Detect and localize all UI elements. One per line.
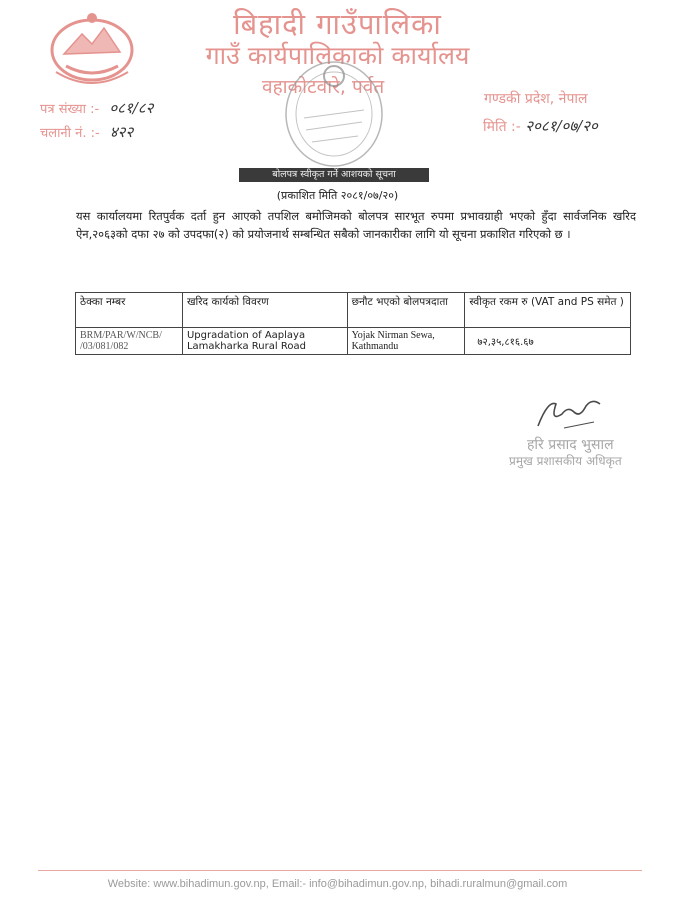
footer-contact xyxy=(0,878,675,890)
signatory-title: प्रमुख प्रशासकीय अधिकृत xyxy=(509,454,622,468)
office-address: वहाकोटवारे, पर्वत xyxy=(262,76,385,98)
dispatch-number-row xyxy=(40,122,133,142)
work-description: Upgradation of Aaplaya Lamakharka Rural Road xyxy=(182,328,347,355)
office-name: बिहादी गाउँपालिका xyxy=(233,7,442,41)
footer-website: Website: www.bihadimun.gov.np, xyxy=(107,878,269,890)
date-value: २०८१/०७/२० xyxy=(525,117,598,135)
table-header-row xyxy=(76,293,631,328)
letter-number-label: पत्र संख्या :- xyxy=(40,102,100,117)
table-row xyxy=(76,328,631,355)
dispatch-number-value: ४२२ xyxy=(109,123,134,141)
approved-amount: ७२,३५,८१६.६७ xyxy=(465,328,631,355)
date-label: मिति :- xyxy=(483,119,521,135)
header-contract-no: ठेक्का नम्बर xyxy=(76,293,183,328)
province: गण्डकी प्रदेश, नेपाल xyxy=(484,91,588,107)
contract-number: BRM/PAR/W/NCB/ /03/081/082 xyxy=(76,328,183,355)
office-stamp-icon xyxy=(282,58,386,170)
signature-icon xyxy=(534,392,606,432)
notice-title: बोलपत्र स्वीकृत गर्ने आशयको सूचना xyxy=(239,168,429,182)
header-description: खरिद कार्यको विवरण xyxy=(182,293,347,328)
office-subtitle: गाउँ कार्यपालिकाको कार्यालय xyxy=(205,41,470,70)
published-date: (प्रकाशित मिति २०८१/०७/२०) xyxy=(276,189,399,202)
dispatch-number-label: चलानी नं. :- xyxy=(40,126,100,141)
selected-bidder: Yojak Nirman Sewa, Kathmandu xyxy=(347,328,465,355)
footer-gmail: bihadi.ruralmun@gmail.com xyxy=(430,878,568,890)
header-amount: स्वीकृत रकम रु (VAT and PS समेत ) xyxy=(465,293,631,328)
footer-divider xyxy=(38,870,642,871)
letter-number-row xyxy=(40,98,153,118)
footer-email: Email:- info@bihadimun.gov.np, xyxy=(271,878,428,890)
award-table xyxy=(75,292,631,355)
notice-body: यस कार्यालयमा रितपुर्वक दर्ता हुन आएको तपशिल बमोजिमको बोलपत्र सारभूत रुपमा प्रभावग्राही भएको हुँदा सार्वजनिक खरिद ऐन,२०६३को दफा २७ को उपदफा(२) को प्रयोजनार्थ सम्बन्धित सबैको जानकारीका लागि यो सूचना प्रकाशित गरिएको छ । xyxy=(76,209,636,241)
letter-number-value: ०८१/८२ xyxy=(109,99,154,117)
header-bidder: छनौट भएको बोलपत्रदाता xyxy=(347,293,465,328)
signatory-name: हरि प्रसाद भुसाल xyxy=(527,437,614,453)
date-row xyxy=(483,116,598,136)
